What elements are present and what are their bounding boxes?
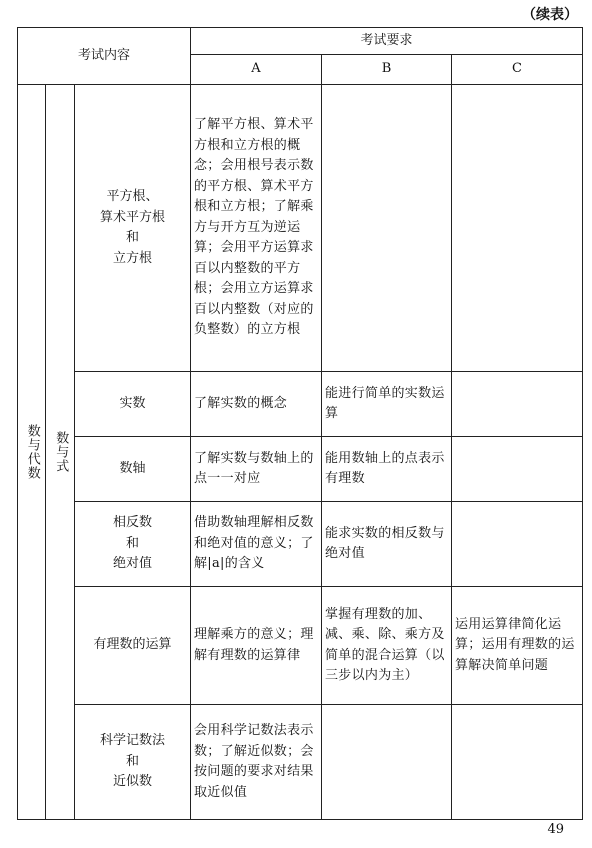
topic-cell — [75, 705, 191, 820]
topic-line: 立方根 — [112, 250, 152, 266]
header-level-a: A — [191, 55, 322, 85]
level-b-cell: 能进行简单的实数运算 — [322, 372, 452, 437]
topic-cell — [75, 85, 191, 372]
topic-cell — [75, 372, 191, 437]
topic-line: 和 — [125, 230, 139, 245]
page-number: 49 — [547, 822, 564, 837]
topic-line: 实数 — [119, 395, 146, 411]
topic-cell — [75, 587, 191, 705]
level-b-cell — [322, 85, 452, 372]
level-b-cell: 掌握有理数的加、减、乘、除、乘方及简单的混合运算（以三步以内为主） — [322, 587, 452, 705]
topic-cell — [75, 502, 191, 587]
level-c-cell — [452, 705, 583, 820]
level-a-cell: 了解平方根、算术平方根和立方根的概念；会用根号表示数的平方根、算术平方根和立方根；了解乘方与开方互为逆运算；会用平方运算求百以内整数的平方根；会用立方运算求百以内整数（对应的负整数）的立方根 — [191, 85, 322, 372]
level-c-cell: 运用运算律简化运算；运用有理数的运算解决简单问题 — [452, 587, 583, 705]
level-a-cell: 借助数轴理解相反数和绝对值的意义；了解|a|的含义 — [191, 502, 322, 587]
group-outer: 数与代数 — [18, 85, 46, 820]
continued-label: （续表） — [522, 7, 578, 23]
group-inner: 数与式 — [46, 85, 75, 820]
topic-line: 算术平方根 — [99, 209, 165, 225]
topic-line: 有理数的运算 — [93, 637, 172, 653]
topic-line: 相反数 — [112, 515, 152, 531]
level-c-cell — [452, 437, 583, 502]
topic-line: 科学记数法 — [99, 733, 165, 749]
topic-line: 和 — [125, 753, 139, 769]
header-requirement: 考试要求 — [191, 28, 583, 55]
topic-cell — [75, 437, 191, 502]
level-c-cell — [452, 372, 583, 437]
level-b-cell — [322, 705, 452, 820]
header-level-c: C — [452, 55, 583, 85]
topic-line: 和 — [125, 535, 139, 551]
topic-line: 平方根、 — [106, 189, 159, 204]
topic-line: 近似数 — [112, 774, 152, 790]
topic-line: 数轴 — [119, 460, 146, 476]
level-a-cell: 了解实数与数轴上的点一一对应 — [191, 437, 322, 502]
level-b-cell: 能用数轴上的点表示有理数 — [322, 437, 452, 502]
level-b-cell: 能求实数的相反数与绝对值 — [322, 502, 452, 587]
level-a-cell: 理解乘方的意义；理解有理数的运算律 — [191, 587, 322, 705]
level-a-cell: 会用科学记数法表示数；了解近似数；会按问题的要求对结果取近似值 — [191, 705, 322, 820]
level-a-cell: 了解实数的概念 — [191, 372, 322, 437]
exam-requirements-table — [17, 27, 583, 820]
header-content: 考试内容 — [18, 28, 191, 85]
header-level-b: B — [322, 55, 452, 85]
level-c-cell — [452, 85, 583, 372]
level-c-cell — [452, 502, 583, 587]
topic-line: 绝对值 — [112, 556, 152, 572]
